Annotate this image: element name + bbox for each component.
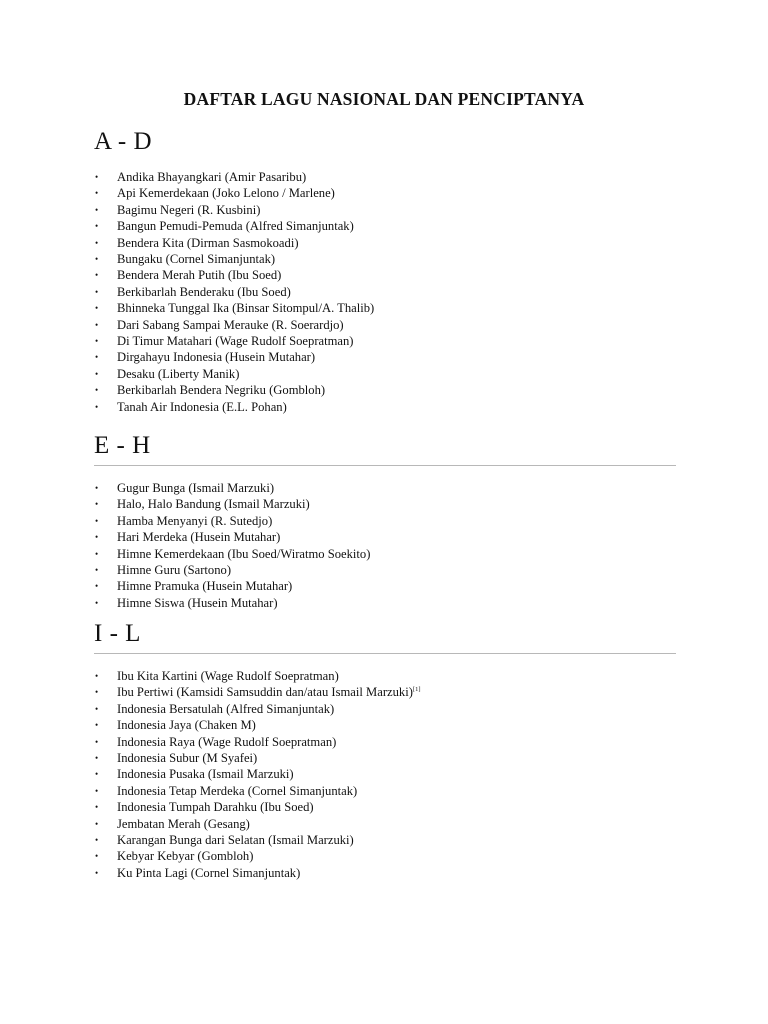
list-item <box>94 317 676 333</box>
bullet-icon: • <box>95 254 99 265</box>
list-item <box>94 284 676 300</box>
song-text: Hamba Menyanyi (R. Sutedjo) <box>117 513 273 528</box>
song-text: Indonesia Tumpah Darahku (Ibu Soed) <box>117 800 314 815</box>
song-text: Indonesia Subur (M Syafei) <box>117 751 258 766</box>
list-item <box>94 333 676 349</box>
list-item <box>94 701 676 717</box>
list-item <box>94 218 676 234</box>
list-item <box>94 734 676 750</box>
bullet-icon: • <box>95 851 99 862</box>
song-text: Bagimu Negeri (R. Kusbini) <box>117 202 261 217</box>
list-item <box>94 578 676 594</box>
bullet-icon: • <box>95 401 99 412</box>
bullet-icon: • <box>95 736 99 747</box>
song-list <box>94 480 676 611</box>
list-item <box>94 349 676 365</box>
section-i-l <box>94 619 676 881</box>
list-item <box>94 783 676 799</box>
list-item <box>94 816 676 832</box>
bullet-icon: • <box>95 270 99 281</box>
list-item <box>94 684 676 700</box>
song-text: Di Timur Matahari (Wage Rudolf Soepratman) <box>117 334 354 349</box>
bullet-icon: • <box>95 769 99 780</box>
song-text: Indonesia Tetap Merdeka (Cornel Simanjuntak) <box>117 783 358 798</box>
list-item <box>94 382 676 398</box>
list-item <box>94 366 676 382</box>
song-text: Himne Kemerdekaan (Ibu Soed/Wiratmo Soekito) <box>117 546 371 561</box>
list-item <box>94 513 676 529</box>
list-item <box>94 185 676 201</box>
song-text: Indonesia Pusaka (Ismail Marzuki) <box>117 767 294 782</box>
list-item <box>94 169 676 185</box>
bullet-icon: • <box>95 385 99 396</box>
list-item <box>94 562 676 578</box>
bullet-icon: • <box>95 237 99 248</box>
list-item <box>94 848 676 864</box>
bullet-icon: • <box>95 835 99 846</box>
bullet-icon: • <box>95 753 99 764</box>
list-item <box>94 595 676 611</box>
song-text: Bungaku (Cornel Simanjuntak) <box>117 252 276 267</box>
song-text: Gugur Bunga (Ismail Marzuki) <box>117 481 275 495</box>
list-item <box>94 529 676 545</box>
list-item <box>94 832 676 848</box>
song-text: Karangan Bunga dari Selatan (Ismail Marzuki) <box>117 833 354 848</box>
bullet-icon: • <box>95 565 99 576</box>
song-text: Desaku (Liberty Manik) <box>117 366 240 381</box>
song-text: Berkibarlah Benderaku (Ibu Soed) <box>117 284 291 299</box>
bullet-icon: • <box>95 597 99 608</box>
bullet-icon: • <box>95 483 99 493</box>
list-item <box>94 766 676 782</box>
song-text: Himne Siswa (Husein Mutahar) <box>117 595 278 610</box>
bullet-icon: • <box>95 303 99 314</box>
bullet-icon: • <box>95 802 99 813</box>
song-text: Bendera Merah Putih (Ibu Soed) <box>117 268 282 283</box>
bullet-icon: • <box>95 172 99 182</box>
list-item <box>94 235 676 251</box>
bullet-icon: • <box>95 188 99 199</box>
section-heading: I - L <box>94 619 676 654</box>
bullet-icon: • <box>95 785 99 796</box>
song-text: Tanah Air Indonesia (E.L. Pohan) <box>117 399 287 414</box>
list-item <box>94 251 676 267</box>
bullet-icon: • <box>95 548 99 559</box>
list-item <box>94 399 676 415</box>
list-item <box>94 668 676 684</box>
bullet-icon: • <box>95 204 99 215</box>
section-heading: E - H <box>94 431 676 466</box>
song-text: Indonesia Jaya (Chaken M) <box>117 718 256 733</box>
song-text: Halo, Halo Bandung (Ismail Marzuki) <box>117 497 310 512</box>
song-text: Bhinneka Tunggal Ika (Binsar Sitompul/A. Thalib) <box>117 301 375 316</box>
song-text: Dari Sabang Sampai Merauke (R. Soerardjo) <box>117 317 344 332</box>
section-e-h <box>94 431 676 611</box>
bullet-icon: • <box>95 818 99 829</box>
list-item <box>94 300 676 316</box>
section-heading: A - D <box>94 128 153 155</box>
song-text: Ibu Kita Kartini (Wage Rudolf Soepratman) <box>117 669 339 683</box>
song-list <box>94 169 676 415</box>
bullet-icon: • <box>95 336 99 347</box>
bullet-icon: • <box>95 581 99 592</box>
bullet-icon: • <box>95 499 99 510</box>
section-a-d <box>94 127 676 415</box>
list-item <box>94 202 676 218</box>
bullet-icon: • <box>95 286 99 297</box>
song-text: Api Kemerdekaan (Joko Lelono / Marlene) <box>117 186 335 201</box>
song-text: Bendera Kita (Dirman Sasmokoadi) <box>117 235 299 250</box>
list-item <box>94 496 676 512</box>
bullet-icon: • <box>95 867 99 878</box>
list-item <box>94 480 676 496</box>
song-text: Indonesia Raya (Wage Rudolf Soepratman) <box>117 734 337 749</box>
song-text: Himne Pramuka (Husein Mutahar) <box>117 579 293 594</box>
list-item <box>94 799 676 815</box>
song-text: Dirgahayu Indonesia (Husein Mutahar) <box>117 350 316 365</box>
bullet-icon: • <box>95 703 99 714</box>
song-text: Ku Pinta Lagi (Cornel Simanjuntak) <box>117 865 301 880</box>
document-title: DAFTAR LAGU NASIONAL DAN PENCIPTANYA <box>183 89 585 109</box>
bullet-icon: • <box>95 687 99 698</box>
bullet-icon: • <box>95 221 99 232</box>
bullet-icon: • <box>95 319 99 330</box>
footnote-link[interactable]: [1] <box>412 686 421 694</box>
list-item <box>94 717 676 733</box>
bullet-icon: • <box>95 352 99 363</box>
bullet-icon: • <box>95 532 99 543</box>
list-item <box>94 865 676 881</box>
song-text: Berkibarlah Bendera Negriku (Gombloh) <box>117 383 326 398</box>
bullet-icon: • <box>95 368 99 379</box>
song-text: Indonesia Bersatulah (Alfred Simanjuntak) <box>117 701 335 716</box>
song-text: Kebyar Kebyar (Gombloh) <box>117 849 254 864</box>
song-text: Hari Merdeka (Husein Mutahar) <box>117 530 281 545</box>
song-text: Jembatan Merah (Gesang) <box>117 816 250 831</box>
song-text: Himne Guru (Sartono) <box>117 563 232 578</box>
bullet-icon: • <box>95 671 99 681</box>
bullet-icon: • <box>95 720 99 731</box>
list-item <box>94 546 676 562</box>
song-text: Ibu Pertiwi (Kamsidi Samsuddin dan/atau Ismail Marzuki) <box>117 685 413 700</box>
song-text: Andika Bhayangkari (Amir Pasaribu) <box>117 170 307 184</box>
bullet-icon: • <box>95 515 99 526</box>
song-text: Bangun Pemudi-Pemuda (Alfred Simanjuntak) <box>117 219 354 234</box>
song-list <box>94 668 676 881</box>
list-item <box>94 750 676 766</box>
list-item <box>94 267 676 283</box>
